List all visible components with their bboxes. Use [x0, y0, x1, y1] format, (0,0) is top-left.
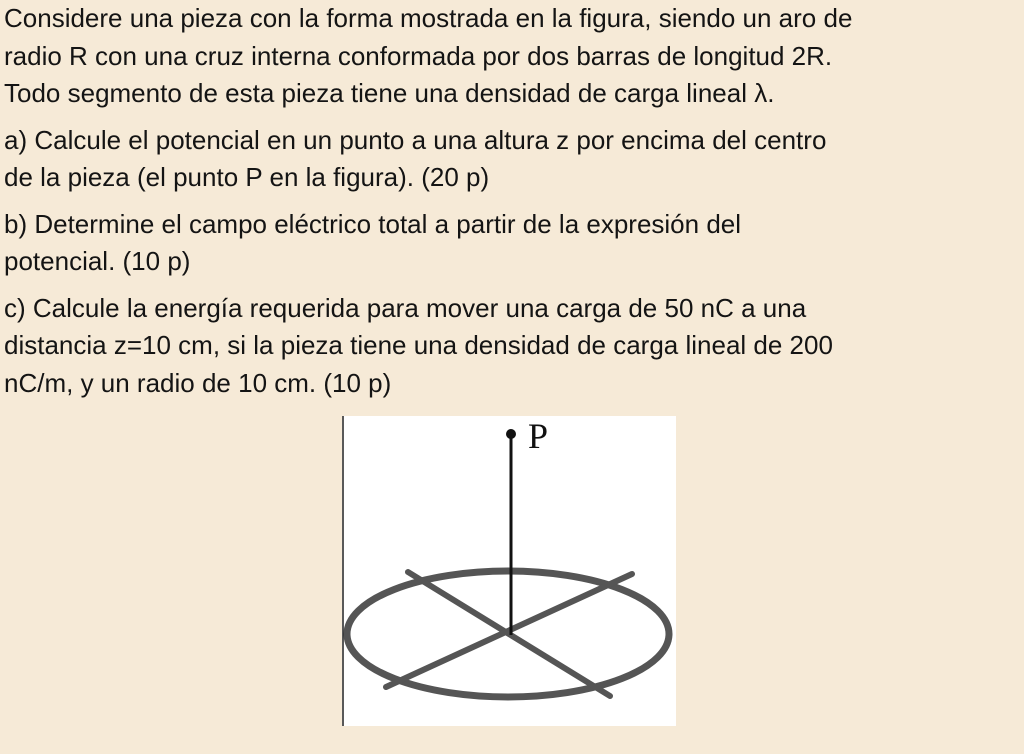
ring-cross-diagram: [342, 416, 676, 726]
intro-line: Considere una pieza con la forma mostrada en la figura, siendo un aro de: [4, 3, 853, 33]
intro-line: Todo segmento de esta pieza tiene una densidad de carga lineal λ.: [4, 78, 775, 108]
part-c-line: distancia z=10 cm, si la pieza tiene una densidad de carga lineal de 200: [4, 330, 833, 360]
part-b-line: potencial. (10 p): [4, 246, 191, 276]
point-p-label: P: [528, 416, 549, 456]
intro-paragraph: [4, 0, 1020, 113]
part-a-line: a) Calcule el potencial en un punto a una altura z por encima del centro: [4, 124, 827, 155]
part-c-paragraph: [4, 290, 1020, 403]
part-b-paragraph: [4, 206, 1020, 281]
problem-text: [4, 0, 1020, 411]
part-a-line: de la pieza (el punto P en la figura). (20 p): [4, 162, 490, 192]
ring-cross-figure: [342, 416, 676, 726]
part-c-line: c) Calcule la energía requerida para mover una carga de 50 nC a una: [4, 292, 807, 323]
part-a-paragraph: [4, 122, 1020, 197]
intro-line: radio R con una cruz interna conformada por dos barras de longitud 2R.: [4, 40, 833, 71]
part-b-line: b) Determine el campo eléctrico total a partir de la expresión del: [4, 208, 742, 239]
cross-bar-2: [386, 574, 632, 687]
point-p-marker: [506, 429, 516, 439]
cross-bar-1: [408, 572, 610, 696]
part-c-line: nC/m, y un radio de 10 cm. (10 p): [4, 367, 392, 398]
